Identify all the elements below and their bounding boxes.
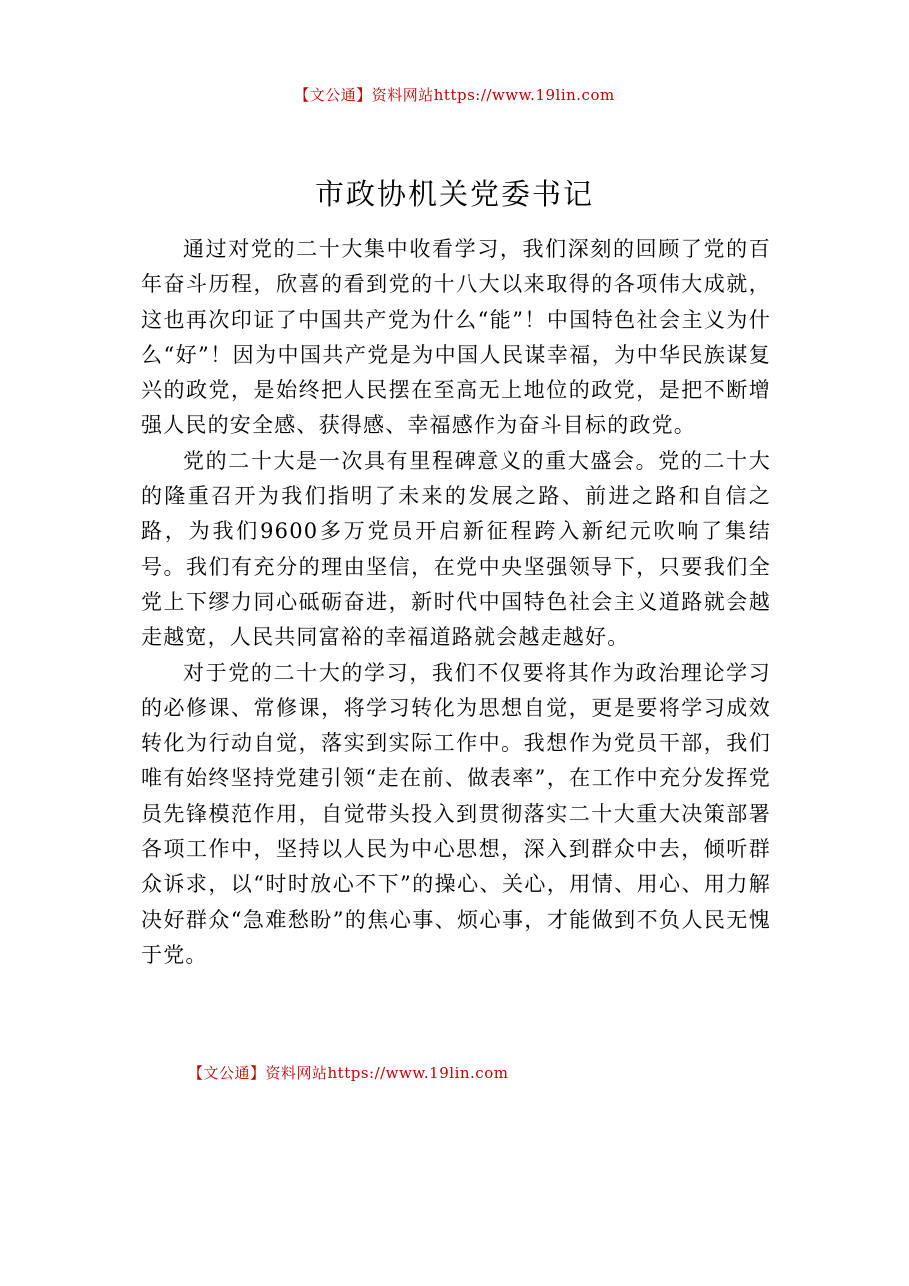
paragraph-2: 党的二十大是一次具有里程碑意义的重大盛会。党的二十大的隆重召开为我们指明了未来的发展之路、前进之路和自信之路，为我们9600多万党员开启新征程跨入新纪元吹响了集结号。我们有充分的理由坚信，在党中央坚强领导下，只要我们全党上下缪力同心砥砺奋进，新时代中国特色社会主义道路就会越走越宽，人民共同富裕的幸福道路就会越走越好。 <box>141 448 771 650</box>
document-title: 市政协机关党委书记 <box>314 177 594 211</box>
document-body <box>141 232 771 973</box>
paragraph-3: 对于党的二十大的学习，我们不仅要将其作为政治理论学习的必修课、常修课，将学习转化为思想自觉，更是要将学习成效转化为行动自觉，落实到实际工作中。我想作为党员干部，我们唯有始终坚持党建引领“走在前、做表率”，在工作中充分发挥党员先锋模范作用，自觉带头投入到贯彻落实二十大重大决策部署各项工作中，坚持以人民为中心思想，深入到群众中去，倾听群众诉求，以“时时放心不下”的操心、关心，用情、用心、用力解决好群众“急难愁盼”的焦心事、烦心事，才能做到不负人民无愧于党。 <box>141 660 771 967</box>
footer-watermark: 【文公通】资料网站https://www.19lin.com <box>188 1064 509 1082</box>
paragraph-1: 通过对党的二十大集中收看学习，我们深刻的回顾了党的百年奋斗历程，欣喜的看到党的十八大以来取得的各项伟大成就，这也再次印证了中国共产党为什么“能”！中国特色社会主义为什么“好”！因为中国共产党是为中国人民谋幸福，为中华民族谋复兴的政党，是始终把人民摆在至高无上地位的政党，是把不断增强人民的安全感、获得感、幸福感作为奋斗目标的政党。 <box>141 237 771 438</box>
header-watermark: 【文公通】资料网站https://www.19lin.com <box>294 86 615 104</box>
